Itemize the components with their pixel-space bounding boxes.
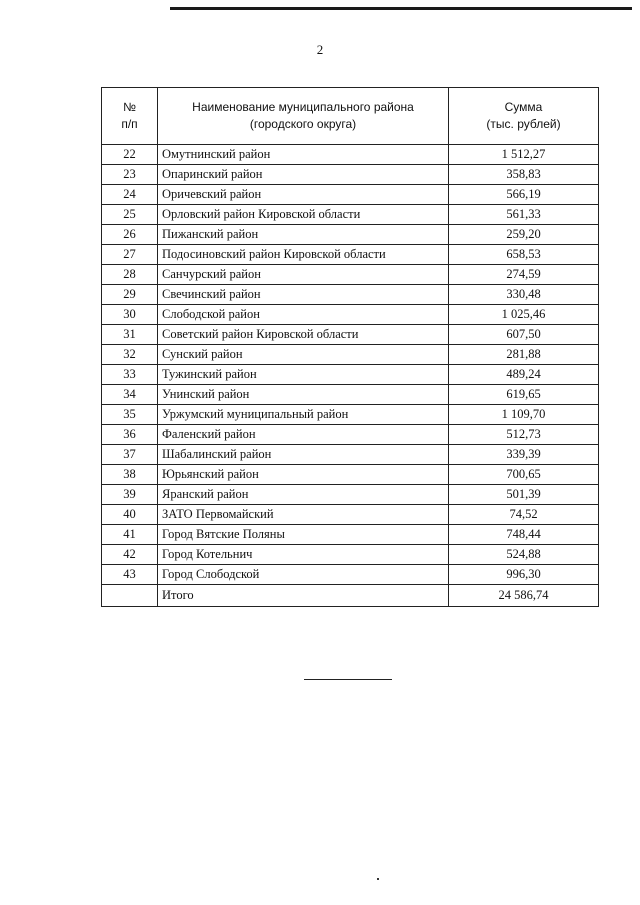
- row-number: 33: [102, 365, 158, 385]
- top-rule: [170, 7, 632, 10]
- row-sum: 748,44: [449, 525, 599, 545]
- row-name: Сунский район: [158, 345, 449, 365]
- row-number: 37: [102, 445, 158, 465]
- table-row: [102, 465, 599, 485]
- row-name: Шабалинский район: [158, 445, 449, 465]
- row-name: ЗАТО Первомайский: [158, 505, 449, 525]
- row-number: 43: [102, 565, 158, 585]
- row-sum: 524,88: [449, 545, 599, 565]
- table-row: [102, 485, 599, 505]
- page-number: 2: [316, 42, 324, 57]
- row-number: 25: [102, 205, 158, 225]
- total-row: [102, 585, 599, 607]
- table-row: [102, 145, 599, 165]
- row-name: Пижанский район: [158, 225, 449, 245]
- header-name: [158, 88, 449, 145]
- table-row: [102, 525, 599, 545]
- table-row: [102, 185, 599, 205]
- row-sum: 1 109,70: [449, 405, 599, 425]
- row-number: 38: [102, 465, 158, 485]
- row-number: 31: [102, 325, 158, 345]
- total-label: Итого: [158, 585, 449, 607]
- table-row: [102, 445, 599, 465]
- table-row: [102, 325, 599, 345]
- row-number: 30: [102, 305, 158, 325]
- row-name: Город Котельнич: [158, 545, 449, 565]
- row-number: 36: [102, 425, 158, 445]
- row-number: 42: [102, 545, 158, 565]
- table-body: [102, 145, 599, 607]
- table-row: [102, 245, 599, 265]
- row-name: Город Слободской: [158, 565, 449, 585]
- row-name: Санчурский район: [158, 265, 449, 285]
- table-row: [102, 285, 599, 305]
- row-number: 24: [102, 185, 158, 205]
- row-name: Яранский район: [158, 485, 449, 505]
- bottom-rule: [304, 679, 392, 680]
- row-sum: 74,52: [449, 505, 599, 525]
- row-name: Уржумский муниципальный район: [158, 405, 449, 425]
- row-number: 29: [102, 285, 158, 305]
- table-row: [102, 425, 599, 445]
- row-name: Слободской район: [158, 305, 449, 325]
- row-name: Тужинский район: [158, 365, 449, 385]
- row-sum: 489,24: [449, 365, 599, 385]
- row-sum: 281,88: [449, 345, 599, 365]
- row-sum: 330,48: [449, 285, 599, 305]
- table-row: [102, 545, 599, 565]
- row-name: Юрьянский район: [158, 465, 449, 485]
- table-row: [102, 225, 599, 245]
- row-name: Омутнинский район: [158, 145, 449, 165]
- row-sum: 658,53: [449, 245, 599, 265]
- table-row: [102, 305, 599, 325]
- table-header-row: [102, 88, 599, 145]
- table-row: [102, 265, 599, 285]
- row-sum: 1 512,27: [449, 145, 599, 165]
- row-number: 22: [102, 145, 158, 165]
- row-name: Оричевский район: [158, 185, 449, 205]
- row-number: 34: [102, 385, 158, 405]
- table-row: [102, 565, 599, 585]
- stray-mark: [377, 878, 379, 880]
- row-name: Советский район Кировской области: [158, 325, 449, 345]
- row-name: Подосиновский район Кировской области: [158, 245, 449, 265]
- row-sum: 619,65: [449, 385, 599, 405]
- row-sum: 501,39: [449, 485, 599, 505]
- header-sum: [449, 88, 599, 145]
- row-sum: 358,83: [449, 165, 599, 185]
- row-number: 40: [102, 505, 158, 525]
- table-row: [102, 385, 599, 405]
- row-number: 32: [102, 345, 158, 365]
- row-number: 28: [102, 265, 158, 285]
- row-number: 26: [102, 225, 158, 245]
- row-sum: 259,20: [449, 225, 599, 245]
- table-row: [102, 365, 599, 385]
- row-name: Город Вятские Поляны: [158, 525, 449, 545]
- table-row: [102, 165, 599, 185]
- allocation-table: [101, 87, 599, 607]
- total-number: [102, 585, 158, 607]
- header-number: [102, 88, 158, 145]
- row-number: 27: [102, 245, 158, 265]
- row-sum: 1 025,46: [449, 305, 599, 325]
- row-number: 39: [102, 485, 158, 505]
- header-sum-text: Сумма (тыс. рублей): [486, 100, 561, 131]
- row-name: Фаленский район: [158, 425, 449, 445]
- row-sum: 996,30: [449, 565, 599, 585]
- table-row: [102, 405, 599, 425]
- row-sum: 607,50: [449, 325, 599, 345]
- row-number: 41: [102, 525, 158, 545]
- row-name: Свечинский район: [158, 285, 449, 305]
- total-sum: 24 586,74: [449, 585, 599, 607]
- row-sum: 339,39: [449, 445, 599, 465]
- row-sum: 700,65: [449, 465, 599, 485]
- row-sum: 561,33: [449, 205, 599, 225]
- row-sum: 512,73: [449, 425, 599, 445]
- row-name: Опаринский район: [158, 165, 449, 185]
- header-number-text: № п/п: [121, 100, 138, 131]
- table-row: [102, 345, 599, 365]
- table-row: [102, 505, 599, 525]
- row-sum: 274,59: [449, 265, 599, 285]
- row-name: Унинский район: [158, 385, 449, 405]
- row-number: 35: [102, 405, 158, 425]
- row-sum: 566,19: [449, 185, 599, 205]
- table-row: [102, 205, 599, 225]
- row-number: 23: [102, 165, 158, 185]
- row-name: Орловский район Кировской области: [158, 205, 449, 225]
- header-name-text: Наименование муниципального района (городского округа): [192, 100, 414, 131]
